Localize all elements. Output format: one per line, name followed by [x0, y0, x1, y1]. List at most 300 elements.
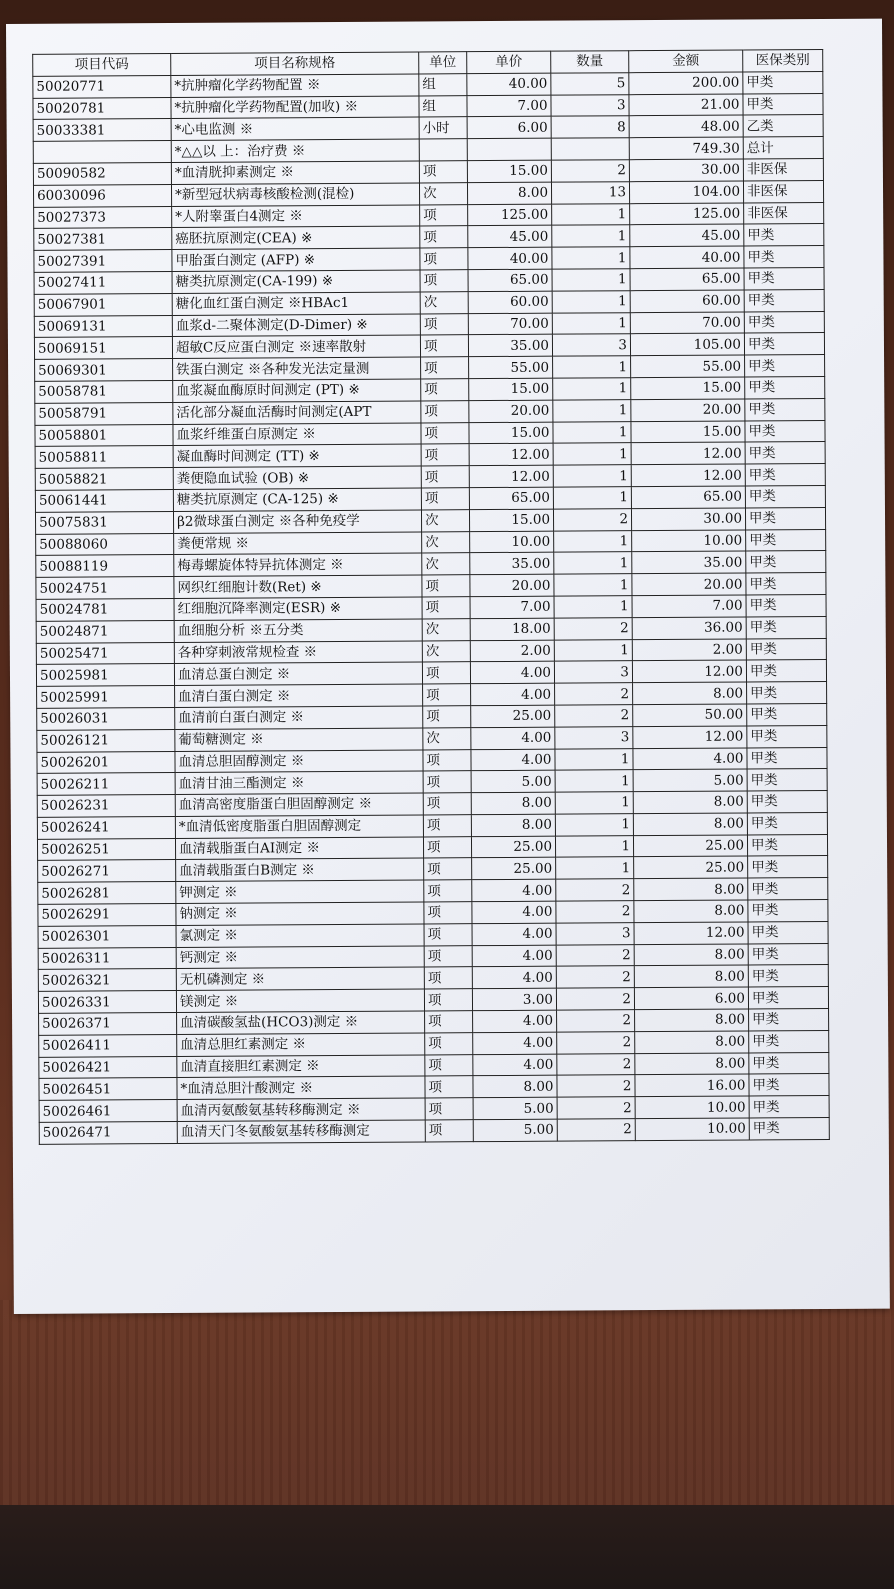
cell-category: 甲类	[743, 71, 823, 93]
cell-qty: 2	[557, 1075, 635, 1097]
cell-qty: 1	[555, 835, 633, 857]
cell-unit: 次	[420, 291, 468, 313]
cell-unit: 项	[423, 706, 471, 728]
cell-category: 甲类	[744, 333, 824, 355]
cell-amount: 12.00	[632, 660, 746, 682]
cell-code: 50058801	[35, 424, 173, 447]
floor-strip	[0, 1505, 894, 1589]
cell-code: 50026241	[37, 816, 175, 839]
cell-unit: 项	[423, 771, 471, 793]
cell-category: 甲类	[748, 987, 828, 1009]
fee-sheet	[6, 19, 890, 1314]
cell-unit: 项	[421, 488, 469, 510]
cell-category: 甲类	[747, 703, 827, 725]
cell-qty: 2	[556, 966, 634, 988]
cell-price: 15.00	[467, 160, 551, 182]
cell-unit	[419, 139, 467, 161]
cell-category: 甲类	[744, 311, 824, 333]
cell-unit: 项	[424, 967, 472, 989]
cell-amount: 10.00	[632, 530, 746, 552]
cell-code: 50026461	[39, 1100, 177, 1123]
cell-name: 网织红细胞计数(Ret) ※	[174, 575, 422, 598]
cell-qty: 2	[553, 508, 631, 530]
cell-amount: 8.00	[633, 791, 747, 813]
cell-price: 20.00	[469, 400, 553, 422]
cell-qty: 3	[555, 726, 633, 748]
table-body	[33, 71, 830, 1144]
cell-amount: 12.00	[633, 726, 747, 748]
cell-category: 甲类	[745, 398, 825, 420]
cell-code: 50090582	[33, 162, 171, 185]
cell-amount: 8.00	[635, 1031, 749, 1053]
cell-category: 甲类	[744, 246, 824, 268]
cell-qty: 1	[553, 378, 631, 400]
cell-amount: 55.00	[631, 355, 745, 377]
cell-amount: 30.00	[629, 159, 743, 181]
cell-name: 糖类抗原测定 (CA-125) ※	[173, 488, 421, 511]
cell-qty: 2	[557, 1032, 635, 1054]
cell-category: 甲类	[744, 224, 824, 246]
cell-qty: 1	[552, 203, 630, 225]
cell-code: 50026291	[38, 904, 176, 927]
cell-amount: 8.00	[633, 813, 747, 835]
cell-unit: 项	[421, 379, 469, 401]
cell-unit: 项	[425, 1098, 473, 1120]
cell-category: 甲类	[748, 965, 828, 987]
cell-code: 50027381	[34, 228, 172, 251]
cell-code: 50026301	[38, 925, 176, 948]
cell-name: 甲胎蛋白测定 (AFP) ※	[172, 248, 420, 271]
cell-price: 35.00	[470, 552, 554, 574]
cell-code: 50033381	[33, 119, 171, 142]
header-amount: 金额	[629, 50, 743, 72]
cell-qty: 1	[553, 421, 631, 443]
cell-price: 4.00	[472, 879, 556, 901]
cell-category: 甲类	[747, 834, 827, 856]
cell-price: 4.00	[472, 923, 556, 945]
cell-amount: 65.00	[631, 486, 745, 508]
cell-unit: 项	[421, 422, 469, 444]
cell-amount: 25.00	[633, 835, 747, 857]
cell-unit: 项	[422, 662, 470, 684]
cell-name: 血清甘油三酯测定 ※	[175, 771, 423, 794]
cell-category: 甲类	[748, 921, 828, 943]
cell-price: 60.00	[468, 291, 552, 313]
cell-unit: 项	[420, 248, 468, 270]
cell-code: 60030096	[33, 184, 171, 207]
cell-price: 4.00	[471, 749, 555, 771]
cell-category: 甲类	[746, 551, 826, 573]
cell-price: 20.00	[470, 574, 554, 596]
cell-category: 甲类	[748, 943, 828, 965]
cell-name: 血清总蛋白测定 ※	[174, 662, 422, 685]
cell-unit: 项	[423, 684, 471, 706]
header-qty: 数量	[551, 51, 629, 73]
cell-name: 糖类抗原测定(CA-199) ※	[172, 270, 420, 293]
cell-price: 35.00	[468, 335, 552, 357]
cell-category: 甲类	[745, 442, 825, 464]
cell-name: 氯测定 ※	[176, 924, 424, 947]
cell-amount: 125.00	[630, 203, 744, 225]
cell-unit: 次	[422, 640, 470, 662]
cell-code: 50026201	[37, 751, 175, 774]
cell-name: 血浆d-二聚体测定(D-Dimer) ※	[172, 314, 420, 337]
cell-price: 45.00	[468, 226, 552, 248]
cell-qty: 2	[557, 1010, 635, 1032]
cell-unit: 项	[424, 924, 472, 946]
cell-name: *心电监测 ※	[171, 117, 419, 140]
cell-code: 50025991	[37, 686, 175, 709]
cell-name: 血清白蛋白测定 ※	[175, 684, 423, 707]
cell-code: 50088060	[36, 533, 174, 556]
cell-category: 甲类	[749, 1118, 829, 1140]
cell-price: 12.00	[469, 465, 553, 487]
cell-code: 50075831	[35, 511, 173, 534]
cell-amount: 2.00	[632, 639, 746, 661]
cell-name: *抗肿瘤化学药物配置 ※	[171, 74, 419, 97]
header-name: 项目名称规格	[171, 52, 419, 75]
cell-name: 红细胞沉降率测定(ESR) ※	[174, 597, 422, 620]
cell-amount: 8.00	[633, 682, 747, 704]
cell-price: 125.00	[468, 204, 552, 226]
cell-category: 甲类	[746, 529, 826, 551]
cell-code: 50026411	[39, 1034, 177, 1057]
cell-category: 非医保	[743, 180, 823, 202]
cell-name: 铁蛋白测定 ※各种发光法定量测	[173, 357, 421, 380]
cell-price: 25.00	[471, 705, 555, 727]
cell-code: 50026311	[38, 947, 176, 970]
cell-category: 甲类	[745, 464, 825, 486]
cell-name: 血清直接胆红素测定 ※	[177, 1055, 425, 1078]
cell-qty: 1	[553, 399, 631, 421]
cell-price: 3.00	[472, 988, 556, 1010]
cell-price: 6.00	[467, 117, 551, 139]
cell-price: 4.00	[472, 967, 556, 989]
cell-code: 50026031	[37, 707, 175, 730]
cell-code: 50067901	[34, 293, 172, 316]
cell-name: 血浆凝血酶原时间测定 (PT) ※	[173, 379, 421, 402]
cell-amount: 50.00	[633, 704, 747, 726]
cell-qty: 1	[554, 639, 632, 661]
cell-category: 甲类	[747, 747, 827, 769]
cell-code: 50027391	[34, 250, 172, 273]
cell-unit: 项	[421, 444, 469, 466]
cell-price: 7.00	[467, 95, 551, 117]
cell-amount: 10.00	[635, 1118, 749, 1140]
cell-unit: 项	[423, 749, 471, 771]
cell-qty: 3	[554, 661, 632, 683]
cell-unit: 项	[420, 226, 468, 248]
cell-price: 15.00	[469, 422, 553, 444]
cell-name: 钠测定 ※	[176, 902, 424, 925]
cell-qty: 1	[553, 465, 631, 487]
cell-amount: 7.00	[632, 595, 746, 617]
cell-amount: 48.00	[629, 115, 743, 137]
cell-name: 葡萄糖测定 ※	[175, 728, 423, 751]
cell-unit: 项	[420, 313, 468, 335]
cell-name: *血清低密度脂蛋白胆固醇测定	[175, 815, 423, 838]
cell-qty: 2	[554, 617, 632, 639]
cell-category: 甲类	[745, 420, 825, 442]
cell-unit: 次	[419, 182, 467, 204]
cell-code	[33, 141, 171, 164]
cell-code: 50069151	[34, 337, 172, 360]
cell-name: 粪便隐血试验 (OB) ※	[173, 466, 421, 489]
cell-qty: 1	[554, 530, 632, 552]
cell-price: 15.00	[469, 378, 553, 400]
cell-category: 甲类	[744, 267, 824, 289]
cell-qty	[551, 138, 629, 160]
cell-name: 糖化血红蛋白测定 ※HBAc1	[172, 292, 420, 315]
cell-category: 甲类	[747, 812, 827, 834]
cell-amount: 12.00	[631, 442, 745, 464]
cell-category: 非医保	[744, 202, 824, 224]
cell-code: 50025981	[36, 664, 174, 687]
cell-unit: 项	[424, 989, 472, 1011]
cell-price: 4.00	[472, 945, 556, 967]
cell-qty: 2	[556, 901, 634, 923]
cell-price: 25.00	[471, 836, 555, 858]
cell-amount: 65.00	[630, 268, 744, 290]
cell-unit: 项	[425, 1076, 473, 1098]
cell-amount: 36.00	[632, 617, 746, 639]
cell-amount: 8.00	[634, 878, 748, 900]
cell-name: *抗肿瘤化学药物配置(加收) ※	[171, 96, 419, 119]
cell-price: 40.00	[468, 247, 552, 269]
cell-code: 50061441	[35, 489, 173, 512]
cell-amount: 8.00	[635, 1009, 749, 1031]
cell-code: 50058791	[35, 402, 173, 425]
cell-amount: 10.00	[635, 1096, 749, 1118]
cell-price: 8.00	[467, 182, 551, 204]
cell-category: 甲类	[745, 355, 825, 377]
cell-category: 甲类	[749, 1052, 829, 1074]
cell-qty: 13	[551, 181, 629, 203]
cell-category: 甲类	[748, 878, 828, 900]
cell-amount: 105.00	[630, 333, 744, 355]
cell-qty: 1	[554, 596, 632, 618]
cell-qty: 1	[554, 574, 632, 596]
cell-price: 4.00	[473, 1032, 557, 1054]
cell-qty: 2	[557, 1053, 635, 1075]
cell-unit: 小时	[419, 117, 467, 139]
cell-code: 50027411	[34, 271, 172, 294]
cell-category: 甲类	[747, 769, 827, 791]
cell-name: 血浆纤维蛋白原测定 ※	[173, 423, 421, 446]
cell-price: 2.00	[470, 640, 554, 662]
cell-qty: 2	[556, 879, 634, 901]
cell-category: 甲类	[745, 376, 825, 398]
cell-category: 非医保	[743, 158, 823, 180]
cell-name: 血清总胆红素测定 ※	[177, 1033, 425, 1056]
cell-code: 50026271	[38, 860, 176, 883]
cell-name: 血清碳酸氢盐(HCO3)测定 ※	[177, 1011, 425, 1034]
cell-unit: 项	[420, 335, 468, 357]
cell-qty: 1	[556, 857, 634, 879]
cell-price: 4.00	[473, 1010, 557, 1032]
cell-unit: 项	[422, 575, 470, 597]
cell-name: *新型冠状病毒核酸检测(混检)	[171, 183, 419, 206]
cell-unit: 项	[424, 902, 472, 924]
cell-unit: 项	[424, 945, 472, 967]
cell-code: 50026421	[39, 1056, 177, 1079]
cell-code: 50020771	[33, 75, 171, 98]
cell-price: 4.00	[471, 727, 555, 749]
cell-amount: 12.00	[631, 464, 745, 486]
cell-name: 血清天门冬氨酸氨基转移酶测定	[177, 1120, 425, 1143]
cell-amount: 15.00	[631, 421, 745, 443]
cell-qty: 1	[553, 443, 631, 465]
cell-code: 50058781	[35, 380, 173, 403]
cell-name: 各种穿刺液常规检查 ※	[174, 640, 422, 663]
cell-name: 血细胞分析 ※五分类	[174, 619, 422, 642]
cell-category: 甲类	[744, 289, 824, 311]
cell-code: 50026371	[39, 1013, 177, 1036]
cell-name: 血清载脂蛋白B测定 ※	[176, 858, 424, 881]
cell-code: 50020781	[33, 97, 171, 120]
cell-unit: 项	[420, 270, 468, 292]
cell-qty: 2	[557, 1097, 635, 1119]
cell-amount: 20.00	[632, 573, 746, 595]
cell-category: 甲类	[749, 1009, 829, 1031]
cell-qty: 1	[555, 792, 633, 814]
cell-name: 超敏C反应蛋白测定 ※速率散射	[172, 335, 420, 358]
cell-qty: 1	[554, 552, 632, 574]
cell-name: *血清胱抑素测定 ※	[171, 161, 419, 184]
cell-qty: 2	[555, 683, 633, 705]
table-row	[39, 1118, 829, 1145]
cell-price: 4.00	[471, 683, 555, 705]
cell-amount: 25.00	[634, 856, 748, 878]
cell-code: 50026471	[39, 1122, 177, 1145]
cell-category: 甲类	[746, 573, 826, 595]
cell-category: 甲类	[746, 660, 826, 682]
cell-unit: 组	[419, 73, 467, 95]
cell-category: 甲类	[748, 856, 828, 878]
cell-name: *血清总胆汁酸测定 ※	[177, 1076, 425, 1099]
cell-unit: 项	[421, 357, 469, 379]
cell-name: 粪便常规 ※	[174, 532, 422, 555]
cell-amount: 749.30	[629, 137, 743, 159]
cell-name: 癌胚抗原测定(CEA) ※	[172, 226, 420, 249]
cell-amount: 8.00	[634, 965, 748, 987]
cell-unit: 项	[425, 1033, 473, 1055]
cell-name: 凝血酶时间测定 (TT) ※	[173, 444, 421, 467]
header-code: 项目代码	[33, 53, 171, 76]
cell-amount: 8.00	[635, 1053, 749, 1075]
cell-name: 钙测定 ※	[176, 946, 424, 969]
cell-price: 8.00	[471, 792, 555, 814]
cell-category: 甲类	[746, 594, 826, 616]
cell-name: *人附睾蛋白4测定 ※	[172, 205, 420, 228]
cell-amount: 35.00	[632, 551, 746, 573]
cell-qty: 1	[552, 269, 630, 291]
cell-unit: 次	[422, 618, 470, 640]
cell-code: 50024871	[36, 620, 174, 643]
cell-code: 50088119	[36, 555, 174, 578]
cell-qty: 1	[555, 748, 633, 770]
cell-price: 10.00	[470, 531, 554, 553]
cell-unit: 项	[425, 1054, 473, 1076]
cell-price: 15.00	[469, 509, 553, 531]
cell-price: 12.00	[469, 444, 553, 466]
cell-price: 7.00	[470, 596, 554, 618]
cell-price: 70.00	[468, 313, 552, 335]
cell-price: 5.00	[473, 1097, 557, 1119]
cell-unit: 项	[424, 858, 472, 880]
cell-amount: 40.00	[630, 246, 744, 268]
cell-unit: 项	[421, 466, 469, 488]
cell-price: 55.00	[469, 356, 553, 378]
cell-qty: 5	[551, 72, 629, 94]
cell-name: 梅毒螺旋体特异抗体测定 ※	[174, 553, 422, 576]
cell-name: 血清高密度脂蛋白胆固醇测定 ※	[175, 793, 423, 816]
cell-unit: 次	[421, 509, 469, 531]
cell-unit: 项	[425, 1120, 473, 1142]
cell-qty: 2	[551, 160, 629, 182]
cell-code: 50026451	[39, 1078, 177, 1101]
cell-qty: 2	[555, 705, 633, 727]
cell-code: 50026121	[37, 729, 175, 752]
cell-unit: 项	[423, 815, 471, 837]
header-category: 医保类别	[743, 50, 823, 72]
cell-category: 甲类	[747, 791, 827, 813]
cell-unit: 项	[423, 836, 471, 858]
cell-category: 甲类	[747, 682, 827, 704]
cell-code: 50058821	[35, 468, 173, 491]
cell-qty: 3	[552, 334, 630, 356]
cell-unit: 项	[421, 400, 469, 422]
cell-amount: 8.00	[634, 944, 748, 966]
cell-unit: 次	[422, 553, 470, 575]
cell-qty: 1	[552, 247, 630, 269]
cell-code: 50058811	[35, 446, 173, 469]
cell-amount: 12.00	[634, 922, 748, 944]
cell-code: 50069301	[35, 359, 173, 382]
cell-qty: 3	[556, 923, 634, 945]
cell-code: 50024751	[36, 577, 174, 600]
cell-amount: 30.00	[631, 508, 745, 530]
cell-amount: 70.00	[630, 312, 744, 334]
cell-code: 50027373	[34, 206, 172, 229]
cell-amount: 200.00	[629, 72, 743, 94]
cell-amount: 6.00	[634, 987, 748, 1009]
cell-amount: 8.00	[634, 900, 748, 922]
cell-code: 50026281	[38, 882, 176, 905]
cell-price: 5.00	[471, 770, 555, 792]
cell-code: 50024781	[36, 598, 174, 621]
cell-category: 甲类	[745, 507, 825, 529]
cell-qty: 1	[555, 770, 633, 792]
cell-unit: 项	[420, 204, 468, 226]
cell-amount: 15.00	[631, 377, 745, 399]
fee-table	[32, 49, 830, 1145]
cell-qty: 8	[551, 116, 629, 138]
cell-amount: 45.00	[630, 224, 744, 246]
cell-price: 4.00	[472, 901, 556, 923]
cell-unit: 项	[425, 1011, 473, 1033]
cell-qty: 1	[553, 487, 631, 509]
cell-name: 血清载脂蛋白AⅠ测定 ※	[175, 837, 423, 860]
cell-code: 50026251	[37, 838, 175, 861]
cell-qty: 1	[552, 225, 630, 247]
cell-category: 甲类	[743, 93, 823, 115]
cell-amount: 60.00	[630, 290, 744, 312]
cell-amount: 21.00	[629, 94, 743, 116]
cell-unit: 次	[422, 531, 470, 553]
cell-name: 钾测定 ※	[176, 880, 424, 903]
cell-amount: 104.00	[629, 181, 743, 203]
